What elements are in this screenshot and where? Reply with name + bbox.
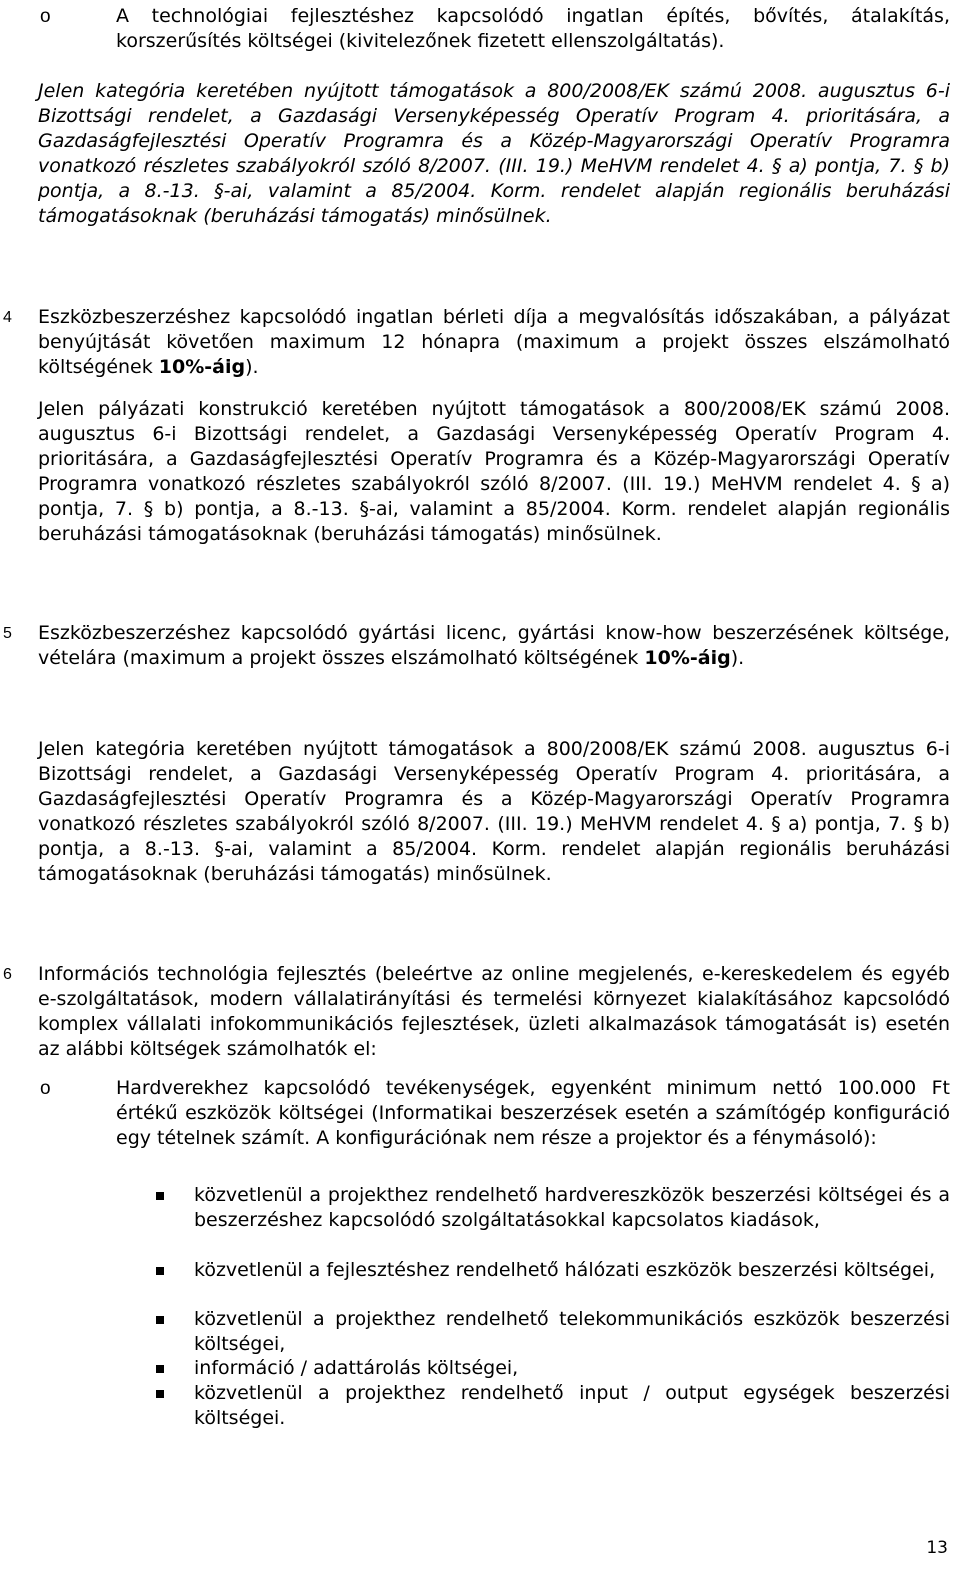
item-5-text-main: Eszközbeszerzéshez kapcsolódó gyártási licenc, gyártási know-how beszerzésének költsége, vételára (maximum a projekt összes elszámolható költségének [38,622,950,669]
sub-bullet-marker: o [40,1078,51,1099]
square-bullet-icon [156,1267,164,1275]
square-bullet-icon [156,1390,164,1398]
top-item-text: A technológiai fejlesztéshez kapcsolódó ingatlan építés, bővítés, átalakítás, korszerűsítés költségei (kivitelezőnek fizetett ellenszolgáltatás). [116,5,950,52]
item-6-sub-text: Hardverekhez kapcsolódó tevékenységek, egyenként minimum nettó 100.000 Ft értékű eszközök költségei (Informatikai beszerzések esetén a számítógép konfiguráció egy tételnek számít. A konfigurációnak nem része a projektor és a fénymásoló): [116,1077,950,1149]
square-bullet-icon [156,1365,164,1373]
item-4-text-main: Eszközbeszerzéshez kapcsolódó ingatlan bérleti díja a megvalósítás időszakában, a pályázat benyújtását követően maximum 12 hónapra (maximum a projekt összes elszámolható költségének [38,306,950,378]
item-5-text-bold: 10%-áig [644,647,731,669]
item-5-note: Jelen kategória keretében nyújtott támogatások a 800/2008/EK számú 2008. augusztus 6-i Bizottsági rendelet, a Gazdasági Versenyképesség Operatív Program 4. prioritására, a Gazdaságfejlesztési Operatív Programra és a Közép-Magyarországi Operatív Programra vonatkozó részletes szabályokról szóló 8/2007. (III. 19.) MeHVM rendelet 4. § a) pontja, 7. § b) pontja, a 8.-13. §-ai, valamint a 85/2004. Korm. rendelet alapján regionális beruházási támogatásoknak (beruházási támogatás) minősülnek. [38,738,950,885]
page-number: 13 [926,1538,948,1558]
item-4-note: Jelen pályázati konstrukció keretében nyújtott támogatások a 800/2008/EK számú 2008. augusztus 6-i Bizottsági rendelet, a Gazdasági Versenyképesség Operatív Program 4. prioritására, a Gazdaságfejlesztési Operatív Programra és a Közép-Magyarországi Operatív Programra vonatkozó részletes szabályokról szóló 8/2007. (III. 19.) MeHVM rendelet 4. § a) pontja, 7. § b) pontja, a 8.-13. §-ai, valamint a 85/2004. Korm. rendelet alapján regionális beruházási támogatásoknak (beruházási támogatás) minősülnek. [38,398,950,545]
intro-note: Jelen kategória keretében nyújtott támogatások a 800/2008/EK számú 2008. augusztus 6-i Bizottsági rendelet, a Gazdasági Versenyképesség Operatív Program 4. prioritására, a Gazdaságfejlesztési Operatív Programra és a Közép-Magyarországi Operatív Programra vonatkozó részletes szabályokról szóló 8/2007. (III. 19.) MeHVM rendelet 4. § a) pontja, 7. § b) pontja, a 8.-13. §-ai, valamint a 85/2004. Korm. rendelet alapján regionális beruházási támogatásoknak (beruházási támogatás) minősülnek. [38,80,950,227]
list-item: közvetlenül a projekthez rendelhető input / output egységek beszerzési költségei. [194,1382,950,1429]
item-4-text [38,305,950,380]
item-5-text [38,621,950,671]
item-4-text-bold: 10%-áig [158,356,246,378]
list-item: közvetlenül a projekthez rendelhető telekommunikációs eszközök beszerzési költségei, [194,1308,950,1355]
item-6-number: 6 [3,966,12,983]
item-4-number: 4 [3,309,12,326]
list-item: közvetlenül a projekthez rendelhető hardvereszközök beszerzési költségei és a beszerzéshez kapcsolódó szolgáltatásokkal kapcsolatos kiadások, [194,1184,950,1231]
item-5-text-end: ). [730,647,745,669]
sub-bullet-marker: o [40,6,51,27]
square-bullet-icon [156,1192,164,1200]
list-item: információ / adattárolás költségei, [194,1357,519,1379]
item-5-number: 5 [3,625,12,642]
square-bullet-icon [156,1316,164,1324]
list-item: közvetlenül a fejlesztéshez rendelhető hálózati eszközök beszerzési költségei, [194,1259,936,1281]
item-6-text: Információs technológia fejlesztés (beleértve az online megjelenés, e-kereskedelem és egyéb e-szolgáltatások, modern vállalatirányítási és termelési környezet kialakításához kapcsolódó komplex vállalati infokommunikációs fejlesztések, üzleti alkalmazások támogatását is) esetén az alábbi költségek számolhatók el: [38,963,950,1060]
item-4-text-end: ). [245,356,259,378]
